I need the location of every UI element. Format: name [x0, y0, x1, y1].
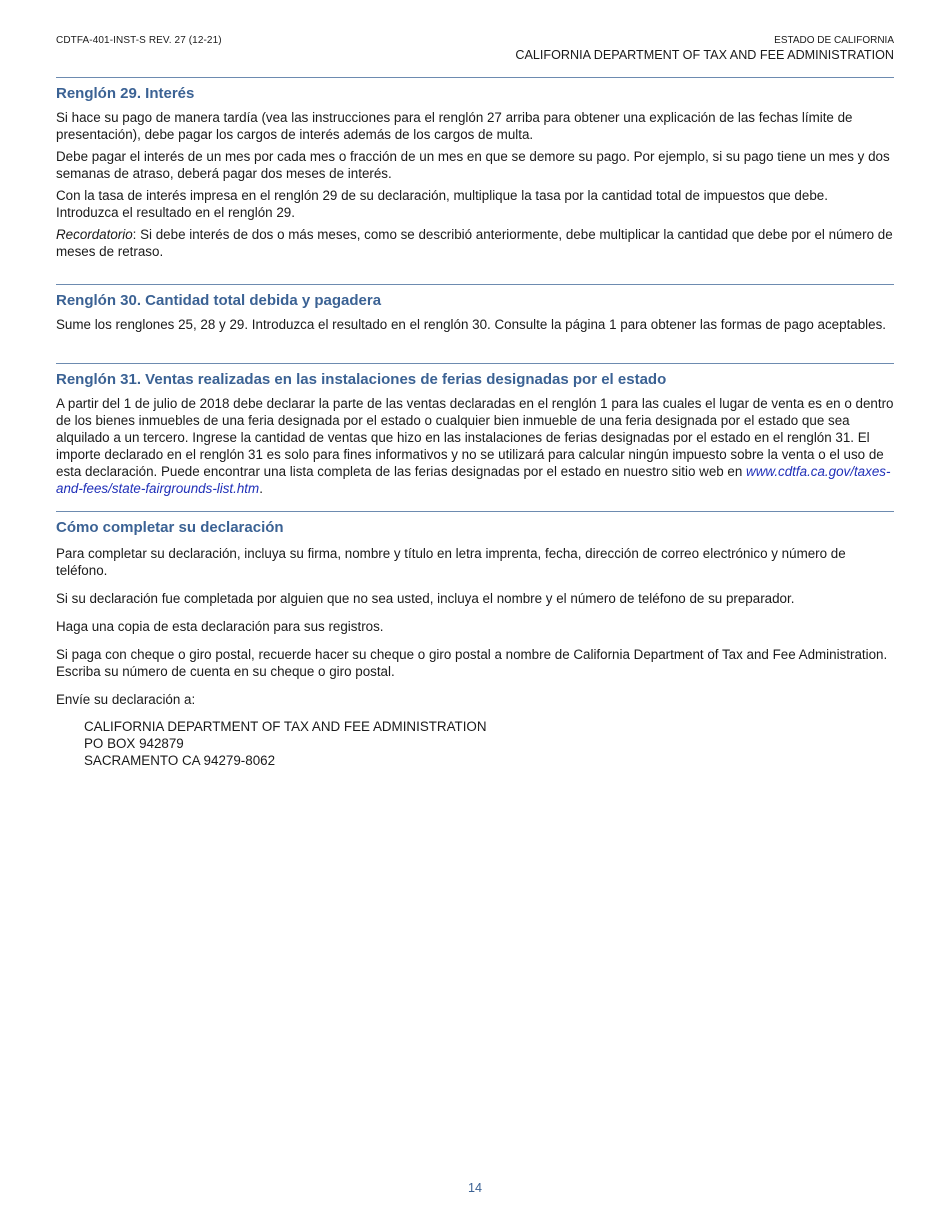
fairgrounds-list-link[interactable]: www.cdtfa.ca.gov/taxes-and-fees/state-fairgrounds-list.htm [56, 464, 891, 496]
page-number: 14 [467, 1181, 482, 1195]
paragraph-tail: . [259, 481, 263, 496]
section-line-31 [56, 363, 894, 497]
mailing-address [84, 718, 894, 769]
paragraph: Con la tasa de interés impresa en el renglón 29 de su declaración, multiplique la tasa por la cantidad total de impuestos que debe. Introduzca el resultado en el renglón 29. [56, 188, 828, 220]
paragraph: Si paga con cheque o giro postal, recuerde hacer su cheque o giro postal a nombre de California Department of Tax and Fee Administration. Escriba su número de cuenta en su cheque o giro postal. [56, 647, 888, 679]
section-line-29 [56, 77, 894, 260]
paragraph: Sume los renglones 25, 28 y 29. Introduzca el resultado en el renglón 30. Consulte la página 1 para obtener las formas de pago aceptables. [56, 317, 887, 332]
paragraph: Si su declaración fue completada por alguien que no sea usted, incluya el nombre y el número de teléfono de su preparador. [56, 591, 795, 606]
section-title: Renglón 31. Ventas realizadas en las instalaciones de ferias designadas por el estado [56, 371, 667, 388]
reminder-paragraph [56, 226, 894, 260]
reminder-label: Recordatorio [56, 227, 133, 242]
paragraph: Debe pagar el interés de un mes por cada mes o fracción de un mes en que se demore su pago. Por ejemplo, si su pago tiene un mes y dos semanas de atraso, deberá pagar dos meses de interés. [56, 149, 890, 181]
page-header [56, 34, 894, 74]
section-title: Cómo completar su declaración [56, 519, 284, 536]
section-title: Renglón 29. Interés [56, 85, 195, 102]
reminder-text: : Si debe interés de dos o más meses, como se describió anteriormente, debe multiplicar la cantidad que debe por el número de meses de retraso. [56, 227, 893, 259]
paragraph-text: A partir del 1 de julio de 2018 debe declarar la parte de las ventas declaradas en el renglón 1 para las cuales el lugar de venta es en o dentro de los bienes inmuebles de una feria designada por el estado o cualquier bien inmueble de una feria designada por el estado que sea alquilado a un tercero. Ingrese la cantidad de ventas que hizo en las instalaciones de ferias designadas por el estado en el renglón 31. El importe declarado en el renglón 31 es solo para fines informativos y no se utilizará para calcular ningún impuesto sobre la venta o el uso de esta declaración. Puede encontrar una lista completa de las ferias designadas por el estado en nuestro sitio web en [56, 396, 894, 479]
form-id: CDTFA-401-INST-S REV. 27 (12-21) [56, 35, 222, 46]
address-line: SACRAMENTO CA 94279-8062 [84, 753, 276, 768]
paragraph: Para completar su declaración, incluya su firma, nombre y título en letra imprenta, fecha, dirección de correo electrónico y número de teléfono. [56, 546, 846, 578]
address-line: PO BOX 942879 [84, 736, 184, 751]
section-title: Renglón 30. Cantidad total debida y pagadera [56, 292, 382, 309]
paragraph [56, 395, 894, 497]
section-line-30 [56, 284, 894, 333]
paragraph: Si hace su pago de manera tardía (vea las instrucciones para el renglón 27 arriba para obtener una explicación de las fechas límite de presentación), debe pagar los cargos de interés además de los cargos de multa. [56, 110, 853, 142]
paragraph: Haga una copia de esta declaración para sus registros. [56, 619, 384, 634]
paragraph: Envíe su declaración a: [56, 692, 196, 707]
state-label: ESTADO DE CALIFORNIA [774, 35, 894, 46]
department-name: CALIFORNIA DEPARTMENT OF TAX AND FEE ADMINISTRATION [515, 48, 894, 62]
address-line: CALIFORNIA DEPARTMENT OF TAX AND FEE ADMINISTRATION [84, 719, 487, 734]
section-how-to-complete [56, 511, 894, 769]
